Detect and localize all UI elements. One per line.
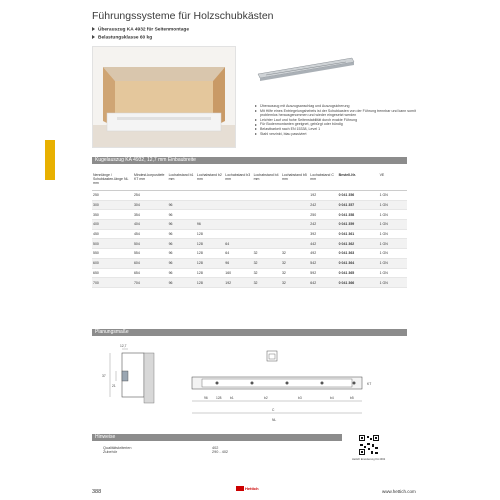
table-cell: 0 041 357 [338,200,379,210]
table-cell: 550 [92,249,133,259]
spec-table [92,172,407,288]
table-cell: 1 GN [379,229,407,239]
col-header: Lochabstand b2 mm [196,172,224,191]
table-cell: 96 [168,229,196,239]
table-cell: 128 [196,229,224,239]
table-cell: 654 [133,268,168,278]
dim-label: b3 [298,396,302,400]
table-row [92,210,407,220]
table-cell [224,220,252,230]
table-cell: 96 [224,258,252,268]
col-header: VE [379,172,407,191]
table-cell: 442 [309,239,337,249]
table-cell: 492 [309,249,337,259]
table-cell: 0 041 359 [338,220,379,230]
list-item: Mit Hilfe eines Entriegelungshebels ist der Schubkasten von der Führung trennbar und kann somit problemlos herausgenommen und wieder eingesetzt werden [255,109,425,118]
table-cell [281,239,309,249]
dim-label: b1 [230,396,234,400]
table-cell: 1 GN [379,210,407,220]
hints-caption: Hinweise [92,434,342,441]
table-cell [281,220,309,230]
table-cell: 128 [196,268,224,278]
table-cell: 32 [281,268,309,278]
table-cell: 1 GN [379,258,407,268]
list-item: 402 [212,446,219,450]
table-row [92,229,407,239]
table-header-row [92,172,407,191]
table-cell [281,210,309,220]
list-item: Qualitätskriterien [103,446,132,450]
dim-label: 12,7 [120,344,127,348]
dim-label: NL [272,418,277,422]
dim-label: b2 [264,396,268,400]
table-row [92,249,407,259]
table-cell: 64 [224,239,252,249]
dim-label: 37 [102,374,106,378]
dim-label: 96 [204,396,208,400]
table-cell: 0 041 363 [338,249,379,259]
page-number: 388 [92,489,102,495]
table-row [92,220,407,230]
table-cell: 128 [196,258,224,268]
table-cell [281,200,309,210]
table-cell [196,210,224,220]
table-cell: 554 [133,249,168,259]
table-cell [281,229,309,239]
table-cell [224,191,252,201]
spec-table-body [92,191,407,288]
table-cell: 242 [309,220,337,230]
table-cell: 600 [92,258,133,268]
table-row [92,200,407,210]
table-cell: 0 041 364 [338,258,379,268]
table-cell: 192 [309,191,337,201]
table-row [92,191,407,201]
table-cell: 0 041 358 [338,210,379,220]
table-cell: 250 [92,191,133,201]
table-cell: 1 GN [379,200,407,210]
table-row [92,258,407,268]
table-cell [281,191,309,201]
table-cell: 1 GN [379,220,407,230]
table-cell: 192 [224,278,252,288]
table-cell: 128 [196,239,224,249]
table-cell: 96 [168,210,196,220]
table-cell: 160 [224,268,252,278]
table-cell [224,210,252,220]
list-item: Zubehör [103,450,118,454]
table-cell: 254 [133,191,168,201]
table-cell: 32 [253,249,281,259]
table-cell: 1 GN [379,268,407,278]
website-link[interactable]: www.hettich.com [382,489,416,494]
table-cell: 96 [168,278,196,288]
table-cell [196,200,224,210]
table-cell: 96 [168,249,196,259]
hint-labels [103,446,132,454]
dim-label: b4 [330,396,334,400]
table-cell: 642 [309,278,337,288]
feature-list [255,104,425,136]
col-header: Nennlänge / Schubkasten-länge NL mm [92,172,133,191]
table-row [92,278,407,288]
list-item: Für Bodenmontanten geeignet, gebürgt oder bündig [255,122,425,127]
table-cell [253,229,281,239]
table-cell: 0 041 356 [338,191,379,201]
subtitle-product: Überauszug KA 4932 für Seitenmontage [92,27,189,32]
col-header: Lochabstand C mm [309,172,337,191]
dim-label: 128 [216,396,222,400]
subtitle-load-class: Belastungsklasse 60 kg [92,35,152,40]
table-cell [253,191,281,201]
table-cell: 32 [253,258,281,268]
table-cell: 96 [168,268,196,278]
table-cell: 0 041 365 [338,268,379,278]
list-item: Leichter Lauf und hohe Seitenstabilität durch exakte Führung [255,118,425,123]
table-cell: 96 [168,239,196,249]
table-cell: 32 [281,249,309,259]
list-item: 290 - 402 [212,450,229,454]
table-cell: 354 [133,210,168,220]
col-header: Lochabstand b3 mm [224,172,252,191]
table-cell: 454 [133,229,168,239]
table-cell: 592 [309,268,337,278]
col-header: Lochabstand b5 mm [281,172,309,191]
table-row [92,239,407,249]
table-cell: 604 [133,258,168,268]
table-cell [224,229,252,239]
table-cell: 128 [196,278,224,288]
col-header: Lochabstand b1 mm [168,172,196,191]
brand-logo: Hettich [236,486,259,491]
table-cell: 242 [309,200,337,210]
section-tab-marker [45,140,55,180]
table-cell [196,191,224,201]
table-cell: 650 [92,268,133,278]
planning-drawing [92,341,407,429]
list-item: Überauszug mit Auszugsanschlag und Auszugsicherung [255,104,425,109]
dim-label: C [272,408,275,412]
col-header: Bestell-Nr. [338,172,379,191]
hint-values [212,446,228,454]
table-cell: 64 [224,249,252,259]
table-cell: 32 [253,268,281,278]
table-cell [253,239,281,249]
table-cell: 1 GN [379,249,407,259]
table-cell: 0 041 362 [338,239,379,249]
table-cell: 704 [133,278,168,288]
qr-code[interactable] [358,434,380,456]
table-cell [168,191,196,201]
table-cell [253,220,281,230]
table-cell: 1 GN [379,239,407,249]
list-item: Belastbarkeit nach EN 15338, Level 1 [255,127,425,132]
page-title: Führungssysteme für Holzschubkästen [92,10,274,22]
table-cell: 404 [133,220,168,230]
drawer-photo [92,46,236,148]
table-cell: 0 041 366 [338,278,379,288]
col-header: Mindest-korpustiefe KT mm [133,172,168,191]
table-cell: 96 [168,200,196,210]
triangle-bullet-icon [92,27,95,31]
table-cell: 450 [92,229,133,239]
table-cell [224,200,252,210]
table-cell: 392 [309,229,337,239]
table-cell: 542 [309,258,337,268]
table-cell: 128 [196,249,224,259]
table-cell: 1 GN [379,191,407,201]
table-cell: 350 [92,210,133,220]
planning-caption: Planungsmaße [92,329,407,336]
table-cell: 304 [133,200,168,210]
qr-caption: Hettich Erweiterung KA 4932 [352,458,386,461]
table-row [92,268,407,278]
triangle-bullet-icon [92,35,95,39]
table-cell: 504 [133,239,168,249]
col-header: Lochabstand b4 mm [253,172,281,191]
table-cell: 32 [281,258,309,268]
table-cell: 96 [196,220,224,230]
hettich-logo-icon [236,486,244,491]
table-cell [253,200,281,210]
table-cell: 96 [168,258,196,268]
runner-illustration [256,54,356,84]
list-item: Stahl verzinkt, blau passiviert [255,132,425,137]
table-cell [253,210,281,220]
table-cell: 250 [309,210,337,220]
dim-label: KT [367,382,372,386]
table-cell: 32 [253,278,281,288]
table-cell: 400 [92,220,133,230]
table-cell: 300 [92,200,133,210]
table-cell: 700 [92,278,133,288]
dim-label: 21 [112,384,116,388]
dim-label: b5 [350,396,354,400]
table-cell: 96 [168,220,196,230]
table-cell: 0 041 361 [338,229,379,239]
table-cell: 500 [92,239,133,249]
table-caption: Kugelauszug KA 4932, 12,7 mm Einbaubreite [92,157,407,164]
table-cell: 1 GN [379,278,407,288]
table-cell: 32 [281,278,309,288]
